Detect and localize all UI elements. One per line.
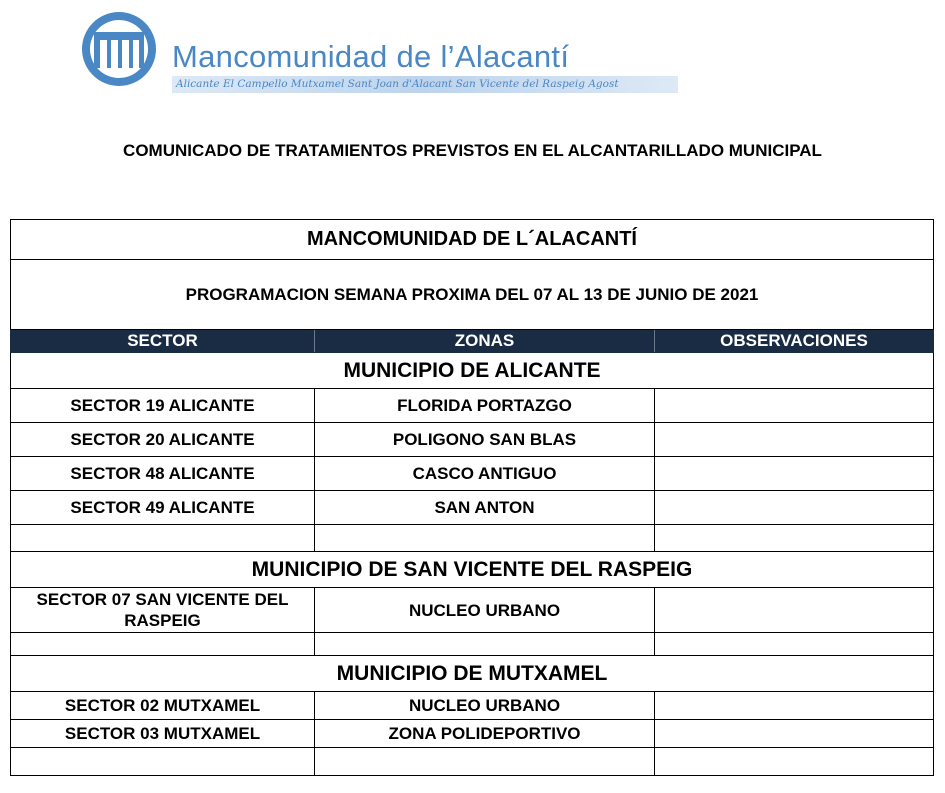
municipality-row <box>10 353 934 389</box>
schedule-text: PROGRAMACION SEMANA PROXIMA DEL 07 AL 13 DE JUNIO DE 2021 <box>185 284 759 304</box>
empty-cell <box>11 525 315 551</box>
zona-cell: NUCLEO URBANO <box>315 588 655 632</box>
table-brand: MANCOMUNIDAD DE L´ALACANTÍ <box>307 228 637 250</box>
sector-cell: SECTOR 20 ALICANTE <box>11 423 315 456</box>
empty-cell <box>315 633 655 655</box>
municipality-row <box>10 656 934 692</box>
document-title: COMUNICADO DE TRATAMIENTOS PREVISTOS EN EL ALCANTARILLADO MUNICIPAL <box>123 141 822 160</box>
sector-cell: SECTOR 07 SAN VICENTE DEL RASPEIG <box>11 588 315 632</box>
municipality-name: MUNICIPIO DE SAN VICENTE DEL RASPEIG <box>251 557 693 581</box>
empty-cell <box>315 525 655 551</box>
schedule-row <box>10 260 934 330</box>
municipality-row <box>10 552 934 588</box>
column-header-row <box>10 330 934 353</box>
observaciones-cell <box>655 491 933 524</box>
column-header-zonas: ZONAS <box>315 330 655 352</box>
sector-cell: SECTOR 03 MUTXAMEL <box>11 720 315 747</box>
observaciones-cell <box>655 389 933 422</box>
observaciones-cell <box>655 720 933 747</box>
observaciones-cell <box>655 423 933 456</box>
empty-cell <box>11 633 315 655</box>
table-row <box>10 491 934 525</box>
mancomunidad-logo-icon <box>76 10 162 88</box>
zona-cell: CASCO ANTIGUO <box>315 457 655 490</box>
empty-row <box>10 748 934 776</box>
column-header-observaciones: OBSERVACIONES <box>720 331 868 350</box>
table-row <box>10 588 934 633</box>
sector-cell: SECTOR 49 ALICANTE <box>11 491 315 524</box>
municipality-name: MUNICIPIO DE MUTXAMEL <box>336 661 608 685</box>
zona-cell: ZONA POLIDEPORTIVO <box>315 720 655 747</box>
observaciones-cell <box>655 457 933 490</box>
sector-cell: SECTOR 19 ALICANTE <box>11 389 315 422</box>
empty-row <box>10 633 934 656</box>
empty-cell <box>655 633 933 655</box>
zona-cell: POLIGONO SAN BLAS <box>315 423 655 456</box>
empty-cell <box>11 748 315 775</box>
municipality-name: MUNICIPIO DE ALICANTE <box>343 358 601 382</box>
sector-cell: SECTOR 02 MUTXAMEL <box>11 692 315 719</box>
org-name: Mancomunidad de l’Alacantí <box>172 39 570 74</box>
zona-cell: SAN ANTON <box>315 491 655 524</box>
zona-cell: NUCLEO URBANO <box>315 692 655 719</box>
table-row <box>10 720 934 748</box>
column-header-sector: SECTOR <box>11 330 315 352</box>
observaciones-cell <box>655 692 933 719</box>
treatment-table <box>10 219 934 776</box>
sector-cell: SECTOR 48 ALICANTE <box>11 457 315 490</box>
table-row <box>10 457 934 491</box>
observaciones-cell <box>655 588 933 632</box>
empty-row <box>10 525 934 552</box>
org-logo <box>76 10 686 90</box>
empty-cell <box>655 525 933 551</box>
table-row <box>10 389 934 423</box>
table-row <box>10 423 934 457</box>
empty-cell <box>315 748 655 775</box>
zona-cell: FLORIDA PORTAZGO <box>315 389 655 422</box>
member-towns: Alicante El Campello Mutxamel Sant Joan d'Alacant San Vicente del Raspeig Agost <box>176 78 619 90</box>
table-brand-row <box>10 219 934 260</box>
table-row <box>10 692 934 720</box>
empty-cell <box>655 748 933 775</box>
